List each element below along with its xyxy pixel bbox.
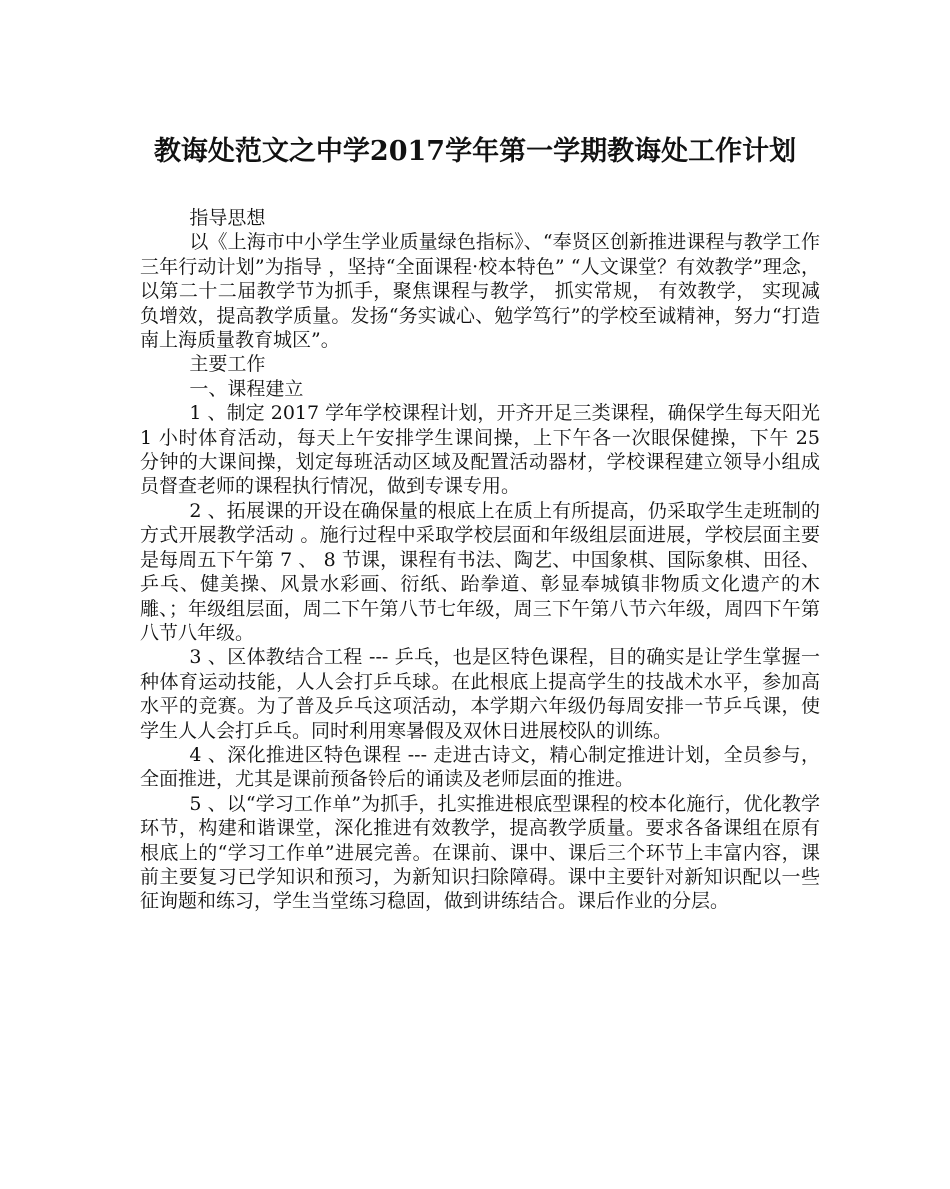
item-paragraph-1: 1 、制定 2017 学年学校课程计划，开齐开足三类课程，确保学生每天阳光 1 小时体育活动，每天上午安排学生课间操，上下午各一次眼保健操，下午 25 分钟的大课间操，划定每班活动区域及配置活动器材，学校课程建立领导小组成员督查老师的课程执行情况，做到专课专用。 [140,402,820,498]
main-work-heading: 主要工作 [189,353,266,376]
item-paragraph-5: 5 、以“学习工作单”为抓手，扎实推进根底型课程的校本化施行，优化教学环节，构建和谐课堂，深化推进有效教学，提高教学质量。要求各备课组在原有根底上的“学习工作单”进展完善。在课前、课中、课后三个环节上丰富内容，课前主要复习已学知识和预习，为新知识扫除障碍。课中主要针对新知识配以一些征询题和练习，学生当堂练习稳固，做到讲练结合。课后作业的分层。 [140,792,820,913]
document-body [140,206,820,914]
item-paragraph-2: 2 、拓展课的开设在确保量的根底上在质上有所提高，仍采取学生走班制的方式开展教学活动 。施行过程中采取学校层面和年级组层面进展，学校层面主要是每周五下午第 7 、 8 节课，课程有书法、陶艺、中国象棋、国际象棋、田径、乒乓、健美操、风景水彩画、衍纸、跆拳道、彰显奉城镇非物质文化遗产的木雕、；年级组层面，周二下午第八节七年级，周三下午第八节六年级，周四下午第八节八年级。 [140,499,820,644]
item-paragraph-3: 3 、区体教结合工程 --- 乒乓，也是区特色课程，目的确实是让学生掌握一种体育运动技能，人人会打乒乓球。在此根底上提高学生的技战术水平，参加高水平的竞赛。为了普及乒乓这项活动，本学期六年级仍每周安排一节乒乓课，使学生人人会打乒乓。同时利用寒暑假及双休日进展校队的训练。 [140,646,820,742]
guiding-heading: 指导思想 [189,207,266,229]
guiding-paragraph: 以《上海市中小学生学业质量绿色指标》、“奉贤区创新推进课程与教学工作三年行动计划”为指导 ，坚持“全面课程·校本特色” “人文课堂？有效教学”理念，以第二十二届教学节为抓手，聚焦课程与教学， 抓实常规， 有效教学， 实现减负增效，提高教学质量。发扬“务实诚心、勉学笃行”的学校至诚精神，努力“打造南上海质量教育城区”。 [140,231,820,352]
document-title: 教诲处范文之中学2017学年第一学期教诲处工作计划 [153,136,797,167]
item-paragraph-4: 4 、深化推进区特色课程 --- 走进古诗文，精心制定推进计划，全员参与，全面推进，尤其是课前预备铃后的诵读及老师层面的推进。 [140,743,820,791]
curriculum-heading: 一、课程建立 [189,377,304,400]
